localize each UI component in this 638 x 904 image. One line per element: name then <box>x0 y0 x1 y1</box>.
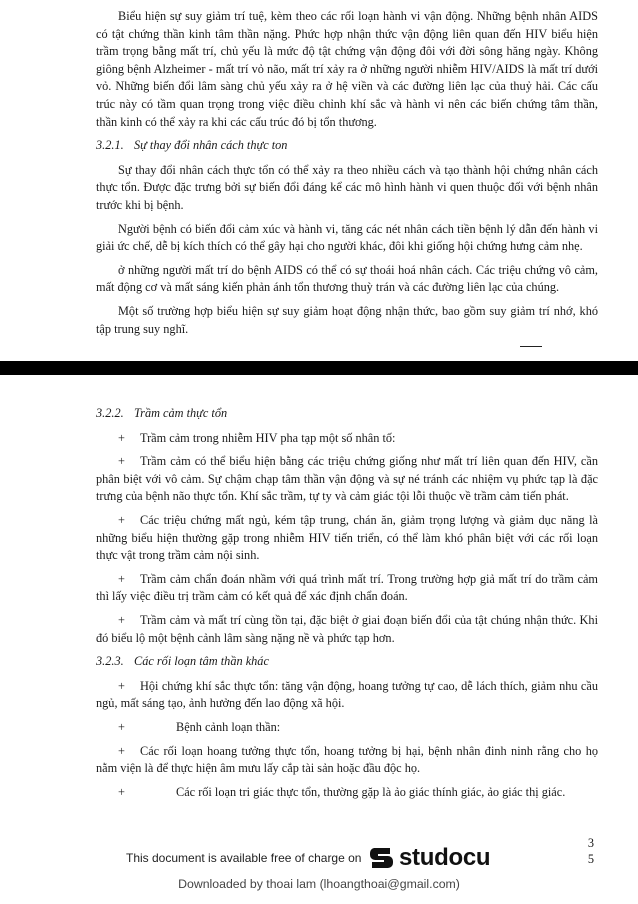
intro-paragraph: Biểu hiện sự suy giảm trí tuệ, kèm theo các rối loạn hành vi vận động. Những bệnh nhân AIDS có tật chứng thần kinh tâm thần nặng. Phức hợp nhận thức vận động liên quan đến HIV biểu hiện trầm trọng bằng mất trí, chủ yếu là mức độ tật chứng vận động đôi với đời sông hăng ngày. Không giông bệnh Alzheimer - mất trí vỏ não, mất trí xảy ra ở những người nhiễm HIV/AIDS là mất trí dưới vỏ. Những biến đổi lâm sàng chủ yếu xảy ra ở hệ viền và các đường liên lạc của thuỷ hải. Các cấu trúc này có tầm quan trọng trong việc điều chỉnh khí sắc và hành vi nên các biến chứng tâm thần, thần kinh có thể xảy ra khi các cấu trúc đó bị tổn thương. <box>96 9 598 129</box>
list-item-text: Các triệu chứng mất ngủ, kém tập trung, chán ăn, giảm trọng lượng và giảm dục năng là những biểu hiện thường gặp trong nhiễm HIV tiến triển, có thể làm khó phân biệt với các rối loạn thực vật trong trầm cảm nội sinh. <box>96 512 598 563</box>
body-paragraph: Một số trường hợp biểu hiện sự suy giảm hoạt động nhận thức, bao gồm suy giảm trí nhớ, khó tập trung suy nghĩ. <box>96 303 598 336</box>
list-item <box>96 430 598 448</box>
list-item <box>96 453 598 506</box>
plus-bullet: + <box>118 454 125 469</box>
plus-bullet: + <box>118 612 125 627</box>
list-item <box>96 512 598 565</box>
plus-bullet: + <box>118 571 125 586</box>
plus-bullet: + <box>118 512 125 527</box>
heading-3-2-1 <box>96 137 598 155</box>
plus-bullet: + <box>118 743 125 758</box>
page-break-band <box>0 361 638 375</box>
paragraph-end-rule <box>520 346 542 347</box>
heading-3-2-2 <box>96 405 598 423</box>
body-paragraph: Sự thay đổi nhân cách thực tổn có thể xảy ra theo nhiều cách và tạo thành hội chứng nhân cách thực tổn. Được đặc trưng bởi sự biến đổi đáng kể các mô hình hành vi quen thuộc đối với bệnh nhân trước khi bị bệnh. <box>96 162 598 212</box>
heading-3-2-3 <box>96 653 598 671</box>
heading-title: Sự thay đổi nhân cách thực ton <box>134 138 288 153</box>
studocu-wordmark: studocu <box>399 844 491 871</box>
body-paragraph: Người bệnh có biến đổi cảm xúc và hành vi, tăng các nét nhân cách tiền bệnh lý dẫn đến hành vi giải ức chế, dễ bị kích thích có thể gây hại cho người khác, đôi khi giống hội chứng hưng cảm nhẹ. <box>96 221 598 254</box>
body-paragraph: ở những người mất trí do bệnh AIDS có thể có sự thoái hoá nhân cách. Các triệu chứng vô cảm, mất động cơ và mất sáng kiến phản ánh tổn thương thuỳ trán và các đường liên lạc của chúng. <box>96 262 598 295</box>
heading-title: Các rối loạn tâm thần khác <box>134 654 269 669</box>
list-item <box>96 612 598 647</box>
page-number-line: 3 <box>587 836 595 850</box>
list-item <box>96 784 598 802</box>
availability-notice: This document is available free of charge on <box>126 851 362 865</box>
studocu-logo[interactable] <box>366 841 490 875</box>
page-number-line: 5 <box>587 852 595 866</box>
list-item-text: Trầm cảm có thể biểu hiện bằng các triệu chứng giống như mất trí liên quan đến HIV, cần phân biệt với vô cảm. Sự chậm chạp tâm thần vận động và sự né tránh các nhiệm vụ phức tạp là đặc trưng của bệnh não thực tổn. Khí sắc trầm, tự ty và cảm giác tội lỗi thuộc về trầm cảm tiến phát. <box>96 454 598 504</box>
section-organic-personality <box>96 8 598 344</box>
heading-number: 3.2.1. <box>96 138 124 153</box>
heading-number: 3.2.2. <box>96 406 124 420</box>
download-credit: Downloaded by thoai lam (lhoangthoai@gmail.com) <box>178 877 460 891</box>
list-item-text: Trầm cảm chẩn đoán nhầm với quá trình mất trí. Trong trường hợp giả mất trí do trầm cảm thì lấy việc điều trị trầm cảm có kết quả để xác định chẩn đoán. <box>96 571 598 604</box>
list-item <box>96 743 598 778</box>
list-item <box>96 571 598 606</box>
list-item-text: Các rối loạn tri giác thực tổn, thường gặp là ảo giác thính giác, ảo giác thị giác. <box>176 784 566 799</box>
heading-number: 3.2.3. <box>96 654 124 669</box>
list-item <box>96 678 598 713</box>
list-item-text: Trầm cảm trong nhiễm HIV pha tạp một số nhân tố: <box>140 430 396 445</box>
list-item-text: Các rối loạn hoang tưởng thực tổn, hoang tưởng bị hại, bệnh nhân đinh ninh rằng cho họ nằm viện là để thực hiện âm mưu lấy cắp tài sản hoặc đầu độc họ. <box>96 743 598 776</box>
plus-bullet: + <box>118 784 125 799</box>
page-number <box>584 835 598 867</box>
list-item-text: Hội chứng khí sắc thực tổn: tăng vận động, hoang tưởng tự cao, dễ lách thích, giảm nhu cầu ngủ, mất sáng tạo, ảnh hưởng đến lao động xã hội. <box>96 678 598 711</box>
studocu-logo-icon <box>366 843 396 873</box>
section-depression-and-other <box>96 399 598 807</box>
list-item-text: Bệnh cảnh loạn thần: <box>176 719 281 734</box>
list-item <box>96 719 598 737</box>
heading-title: Trầm cảm thực tổn <box>134 406 228 420</box>
plus-bullet: + <box>118 678 125 693</box>
list-item-text: Trầm cảm và mất trí cùng tồn tại, đặc biệt ở giai đoạn biến đổi của tật chúng nhận thức. Khi đó biểu lộ một bệnh cảnh lâm sàng nặng nề và phức tạp hơn. <box>96 612 598 645</box>
plus-bullet: + <box>118 719 125 734</box>
plus-bullet: + <box>118 430 125 445</box>
